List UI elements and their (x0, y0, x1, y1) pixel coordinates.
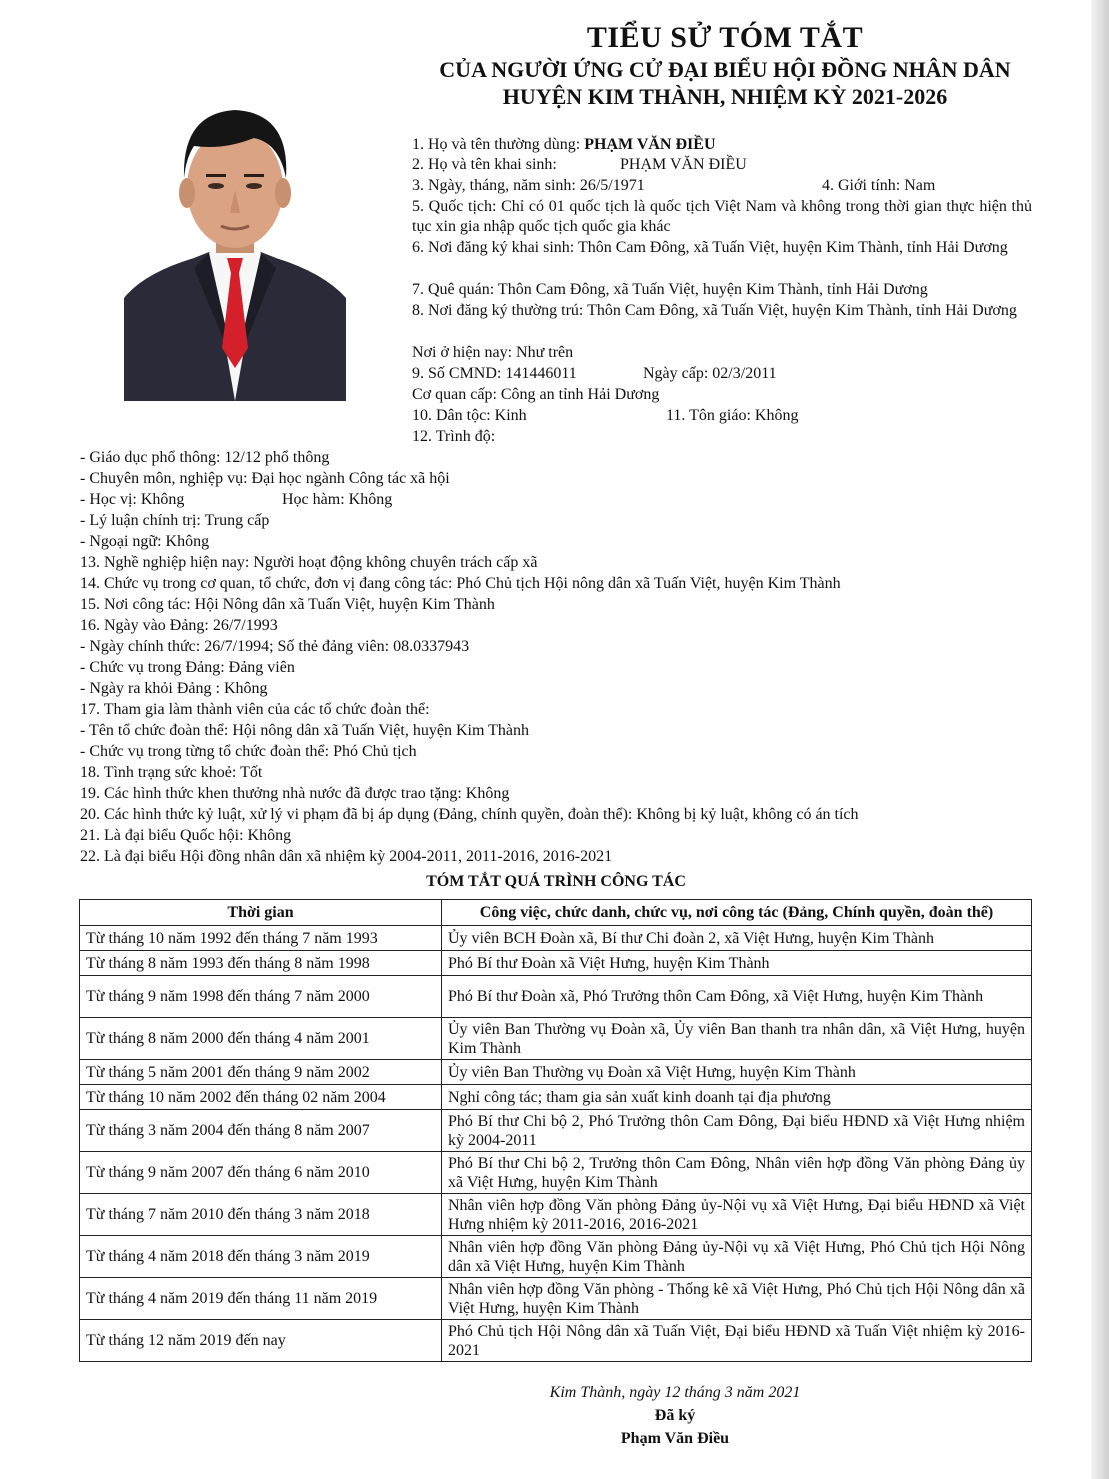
candidate-portrait-photo (124, 68, 346, 401)
field-national-assembly: 21. Là đại biểu Quốc hội: Không (80, 827, 292, 844)
table-cell-time: Từ tháng 10 năm 2002 đến tháng 02 năm 2004 (80, 1085, 442, 1110)
table-row (80, 976, 1032, 1018)
field-birth-date: 3. Ngày, tháng, năm sinh: 26/5/1971 (412, 177, 645, 194)
table-cell-job: Phó Bí thư Đoàn xã Việt Hưng, huyện Kim Thành (442, 951, 1032, 976)
signature-place-date: Kim Thành, ngày 12 tháng 3 năm 2021 (549, 1384, 801, 1401)
table-cell-time: Từ tháng 12 năm 2019 đến nay (80, 1320, 442, 1362)
table-row (80, 926, 1032, 951)
field-general-education: - Giáo dục phổ thông: 12/12 phổ thông (80, 449, 330, 466)
table-cell-time: Từ tháng 8 năm 1993 đến tháng 8 năm 1998 (80, 951, 442, 976)
table-cell-time: Từ tháng 7 năm 2010 đến tháng 3 năm 2018 (80, 1194, 442, 1236)
table-cell-time: Từ tháng 3 năm 2004 đến tháng 8 năm 2007 (80, 1110, 442, 1152)
field-religion: 11. Tôn giáo: Không (666, 407, 799, 424)
field-common-name-value: PHẠM VĂN ĐIỀU (584, 136, 716, 153)
table-cell-time: Từ tháng 8 năm 2000 đến tháng 4 năm 2001 (80, 1018, 442, 1060)
document-subtitle-2: HUYỆN KIM THÀNH, NHIỆM KỲ 2021-2026 (502, 84, 948, 109)
table-cell-time: Từ tháng 5 năm 2001 đến tháng 9 năm 2002 (80, 1060, 442, 1085)
field-health: 18. Tình trạng sức khoẻ: Tốt (80, 764, 263, 781)
table-row (80, 1152, 1032, 1194)
field-organization-name: - Tên tổ chức đoàn thể: Hội nông dân xã Tuấn Việt, huyện Kim Thành (80, 722, 529, 739)
field-discipline: 20. Các hình thức kỷ luật, xử lý vi phạm đã bị áp dụng (Đảng, chính quyền, đoàn thể): Không bị kỷ luật, không có án tích (80, 806, 859, 823)
field-academic-title: Học hàm: Không (282, 491, 393, 508)
field-id-number: 9. Số CMND: 141446011 (412, 365, 577, 382)
field-awards: 19. Các hình thức khen thưởng nhà nước đã được trao tặng: Không (80, 785, 510, 802)
field-party-join-date: 16. Ngày vào Đảng: 26/7/1993 (80, 617, 278, 634)
field-id-issuer: Cơ quan cấp: Công an tỉnh Hải Dương (412, 386, 660, 403)
field-party-position: - Chức vụ trong Đảng: Đảng viên (80, 659, 295, 676)
table-cell-time: Từ tháng 9 năm 1998 đến tháng 7 năm 2000 (80, 976, 442, 1018)
column-header-job: Công việc, chức danh, chức vụ, nơi công tác (Đảng, Chính quyền, đoàn thể) (442, 900, 1032, 926)
table-cell-job: Nhân viên hợp đồng Văn phòng Đảng ủy-Nội vụ xã Việt Hưng, Đại biểu HĐND xã Việt Hưng nhiệm kỳ 2011-2016, 2016-2021 (442, 1194, 1032, 1236)
field-birth-name-label: 2. Họ và tên khai sinh: (412, 156, 557, 173)
table-cell-job: Phó Bí thư Chi bộ 2, Phó Trưởng thôn Cam Đông, Đại biểu HĐND xã Việt Hưng nhiệm kỳ 2004-2011 (442, 1110, 1032, 1152)
field-occupation: 13. Nghề nghiệp hiện nay: Người hoạt động không chuyên trách cấp xã (80, 554, 538, 571)
table-row (80, 1018, 1032, 1060)
field-current-position: 14. Chức vụ trong cơ quan, tổ chức, đơn vị đang công tác: Phó Chủ tịch Hội nông dân xã Tuấn Việt, huyện Kim Thành (80, 575, 841, 592)
signature-name: Phạm Văn Điều (620, 1430, 730, 1447)
table-cell-job: Phó Chủ tịch Hội Nông dân xã Tuấn Việt, Đại biểu HĐND xã Tuấn Việt nhiệm kỳ 2016-2021 (442, 1320, 1032, 1362)
field-profession: - Chuyên môn, nghiệp vụ: Đại học ngành Công tác xã hội (80, 470, 450, 487)
document-header (330, 20, 1109, 110)
field-qualification: 12. Trình độ: (412, 428, 496, 445)
table-header-row (80, 900, 1032, 926)
table-cell-job: Phó Bí thư Đoàn xã, Phó Trưởng thôn Cam Đông, xã Việt Hưng, huyện Kim Thành (442, 976, 1032, 1018)
field-degree: - Học vị: Không (80, 491, 185, 508)
table-cell-time: Từ tháng 10 năm 1992 đến tháng 7 năm 1993 (80, 926, 442, 951)
table-row (80, 1320, 1032, 1362)
field-birth-name-value: PHẠM VĂN ĐIỀU (620, 156, 747, 173)
column-header-time: Thời gian (80, 900, 442, 926)
field-council-terms: 22. Là đại biểu Hội đồng nhân dân xã nhiệm kỳ 2004-2011, 2011-2016, 2016-2021 (80, 848, 613, 865)
field-id-issue-date: Ngày cấp: 02/3/2011 (643, 365, 777, 382)
table-cell-job: Ủy viên Ban Thường vụ Đoàn xã Việt Hưng, huyện Kim Thành (442, 1060, 1032, 1085)
work-history-table (79, 899, 1032, 1362)
field-gender: 4. Giới tính: Nam (822, 177, 936, 194)
document-subtitle-1: CỦA NGƯỜI ỨNG CỬ ĐẠI BIỂU HỘI ĐỒNG NHÂN DÂN (439, 57, 1011, 82)
table-cell-job: Nhân viên hợp đồng Văn phòng Đảng ủy-Nội vụ xã Việt Hưng, Phó Chủ tịch Hội Nông dân xã Việt Hưng, huyện Kim Thành (442, 1236, 1032, 1278)
signature-signed-note: Đã ký (654, 1407, 696, 1424)
field-political-theory: - Lý luận chính trị: Trung cấp (80, 512, 270, 529)
field-nationality: 5. Quốc tịch: Chỉ có 01 quốc tịch là quốc tịch Việt Nam và không trong thời gian thực hiện thủ tục xin gia nhập quốc tịch quốc gia khác (412, 198, 1032, 235)
field-foreign-language: - Ngoại ngữ: Không (80, 533, 210, 550)
table-row (80, 951, 1032, 976)
table-row (80, 1085, 1032, 1110)
table-row (80, 1278, 1032, 1320)
table-cell-job: Ủy viên Ban Thường vụ Đoàn xã, Ủy viên Ban thanh tra nhân dân, xã Việt Hưng, huyện Kim Thành (442, 1018, 1032, 1060)
table-cell-job: Phó Bí thư Chi bộ 2, Trưởng thôn Cam Đông, Nhân viên hợp đồng Văn phòng Đảng ủy xã Việt Hưng, huyện Kim Thành (442, 1152, 1032, 1194)
document-title: TIỂU SỬ TÓM TẮT (586, 21, 864, 54)
table-cell-time: Từ tháng 4 năm 2019 đến tháng 11 năm 2019 (80, 1278, 442, 1320)
table-cell-job: Ủy viên BCH Đoàn xã, Bí thư Chi đoàn 2, xã Việt Hưng, huyện Kim Thành (442, 926, 1032, 951)
field-common-name-label: 1. Họ và tên thường dùng: (412, 136, 581, 153)
field-workplace: 15. Nơi công tác: Hội Nông dân xã Tuấn Việt, huyện Kim Thành (80, 596, 495, 613)
field-birth-registration: 6. Nơi đăng ký khai sinh: Thôn Cam Đông, xã Tuấn Việt, huyện Kim Thành, tỉnh Hải Dương (412, 239, 1008, 256)
field-organization-position: - Chức vụ trong từng tổ chức đoàn thể: Phó Chủ tịch (80, 743, 417, 760)
table-row (80, 1110, 1032, 1152)
field-party-exit: - Ngày ra khỏi Đảng : Không (80, 680, 268, 697)
table-cell-job: Nhân viên hợp đồng Văn phòng - Thống kê xã Việt Hưng, Phó Chủ tịch Hội Nông dân xã Việt Hưng, huyện Kim Thành (442, 1278, 1032, 1320)
field-ethnicity: 10. Dân tộc: Kinh (412, 407, 527, 424)
table-row (80, 1060, 1032, 1085)
table-cell-time: Từ tháng 4 năm 2018 đến tháng 3 năm 2019 (80, 1236, 442, 1278)
portrait-illustration (124, 68, 346, 401)
table-row (80, 1194, 1032, 1236)
table-row (80, 1236, 1032, 1278)
work-history-title: TÓM TẮT QUÁ TRÌNH CÔNG TÁC (426, 873, 686, 890)
field-hometown: 7. Quê quán: Thôn Cam Đông, xã Tuấn Việt, huyện Kim Thành, tỉnh Hải Dương (412, 281, 928, 298)
field-current-residence: Nơi ở hiện nay: Như trên (412, 344, 574, 361)
table-cell-job: Nghỉ công tác; tham gia sản xuất kinh doanh tại địa phương (442, 1085, 1032, 1110)
table-cell-time: Từ tháng 9 năm 2007 đến tháng 6 năm 2010 (80, 1152, 442, 1194)
field-permanent-residence: 8. Nơi đăng ký thường trú: Thôn Cam Đông, xã Tuấn Việt, huyện Kim Thành, tỉnh Hải Dương (412, 302, 1017, 319)
page-edge-shadow (1091, 0, 1109, 1479)
field-common-name (412, 135, 716, 155)
field-organizations: 17. Tham gia làm thành viên của các tổ chức đoàn thể: (80, 701, 430, 718)
field-party-official-date: - Ngày chính thức: 26/7/1994; Số thẻ đảng viên: 08.0337943 (80, 638, 470, 655)
